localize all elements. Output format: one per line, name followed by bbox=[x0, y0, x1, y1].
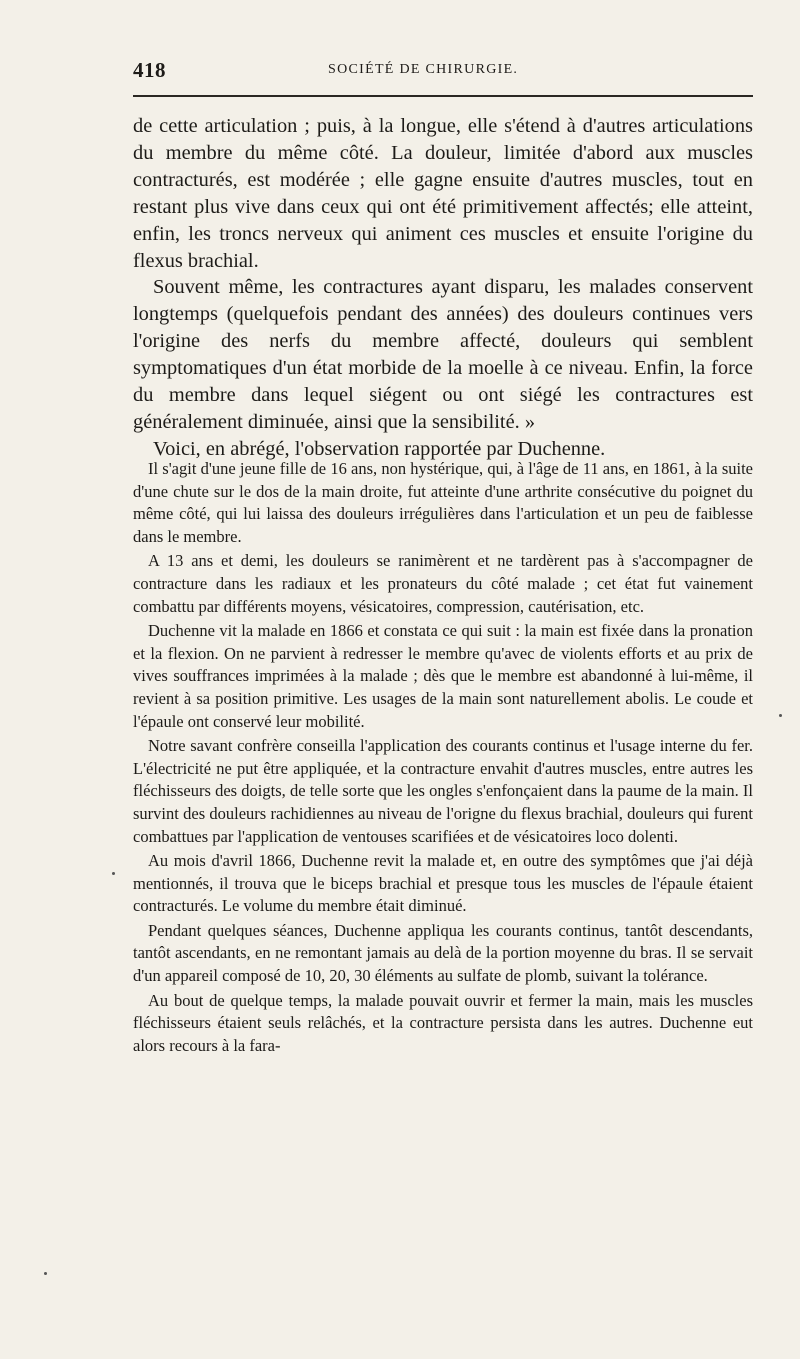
paragraph: Souvent même, les contractures ayant disparu, les malades conservent longtemps (quelquefois pendant des années) des douleurs continues vers l'origine des nerfs du membre affecté, douleurs qui semblent symptomatiques d'un état morbide de la moelle à ce niveau. Enfin, la force du membre dans lequel siégent ou ont siégé les contractures est généralement diminuée, ainsi que la sensibilité. » bbox=[133, 276, 753, 433]
paragraph: Voici, en abrégé, l'observation rapportée par Duchenne. bbox=[153, 437, 606, 460]
observation-paragraph: Il s'agit d'une jeune fille de 16 ans, non hystérique, qui, à l'âge de 11 ans, en 1861, à la suite d'une chute sur le dos de la main droite, fut atteinte d'une arthrite consécutive du poignet du même côté, qui lui laissa des douleurs irrégulières dans l'articulation et un peu de faiblesse dans le membre. bbox=[133, 459, 753, 546]
main-text bbox=[133, 113, 753, 463]
observation-paragraph: Notre savant confrère conseilla l'application des courants continus et l'usage interne du fer. L'électricité ne put être appliquée, et la contracture envahit d'autres muscles, entre autres les fléchisseurs des doigts, de telle sorte que les ongles s'enfonçaient dans la paume de la main. Il survint des douleurs rachidiennes au niveau de l'origne du flexus brachial, douleurs qui furent combattues par l'application de ventouses scarifiées et de vésicatoires loco dolenti. bbox=[133, 736, 753, 846]
observation-paragraph: Au mois d'avril 1866, Duchenne revit la malade et, en outre des symptômes que j'ai déjà mentionnés, il trouva que le biceps brachial et presque tous les muscles de l'épaule étaient contracturés. Le volume du membre était diminué. bbox=[133, 851, 753, 916]
observation-paragraph: Au bout de quelque temps, la malade pouvait ouvrir et fermer la main, mais les muscles fléchisseurs étaient seuls relâchés, et la contracture persista dans les autres. Duchenne eut alors recours à la fara- bbox=[133, 990, 753, 1055]
paper-speck bbox=[779, 714, 782, 717]
paper-speck bbox=[44, 1272, 47, 1275]
running-head bbox=[133, 58, 753, 86]
paragraph: de cette articulation ; puis, à la longue, elle s'étend à d'autres articulations du membre du même côté. La douleur, limitée d'abord aux muscles contracturés, est modérée ; elle gagne ensuite d'autres muscles, tout en restant plus vive dans ceux qui ont été primitivement affectés; elle atteint, enfin, les troncs nerveux qui animent ces muscles et ensuite l'origine du flexus brachial. bbox=[133, 115, 753, 272]
page-number: 418 bbox=[133, 58, 166, 82]
observation-paragraph: Pendant quelques séances, Duchenne appliqua les courants continus, tantôt descendants, tantôt ascendants, en ne remontant jamais au delà de la portion moyenne du bras. Il se servait d'un appareil composé de 10, 20, 30 éléments au sulfate de plomb, suivant la tolérance. bbox=[133, 920, 753, 986]
paper-speck bbox=[112, 872, 115, 875]
header-rule bbox=[133, 95, 753, 97]
observation-text bbox=[133, 458, 753, 1059]
running-title: SOCIÉTÉ DE CHIRURGIE. bbox=[328, 62, 519, 77]
observation-paragraph: Duchenne vit la malade en 1866 et constata ce qui suit : la main est fixée dans la pronation et la flexion. On ne parvient à redresser le membre qu'avec de violents efforts et au prix de vives souffrances imprimées à la malade ; dès que le membre est abandonné à lui-même, il revient à sa position primitive. Les usages de la main sont naturellement abolis. Le coude et l'épaule ont conservé leur mobilité. bbox=[133, 621, 753, 731]
observation-paragraph: A 13 ans et demi, les douleurs se ranimèrent et ne tardèrent pas à s'accompagner de contracture dans les radiaux et les pronateurs du côté malade ; cet état fut vainement combattu par différents moyens, vésicatoires, compression, cautérisation, etc. bbox=[133, 551, 753, 616]
